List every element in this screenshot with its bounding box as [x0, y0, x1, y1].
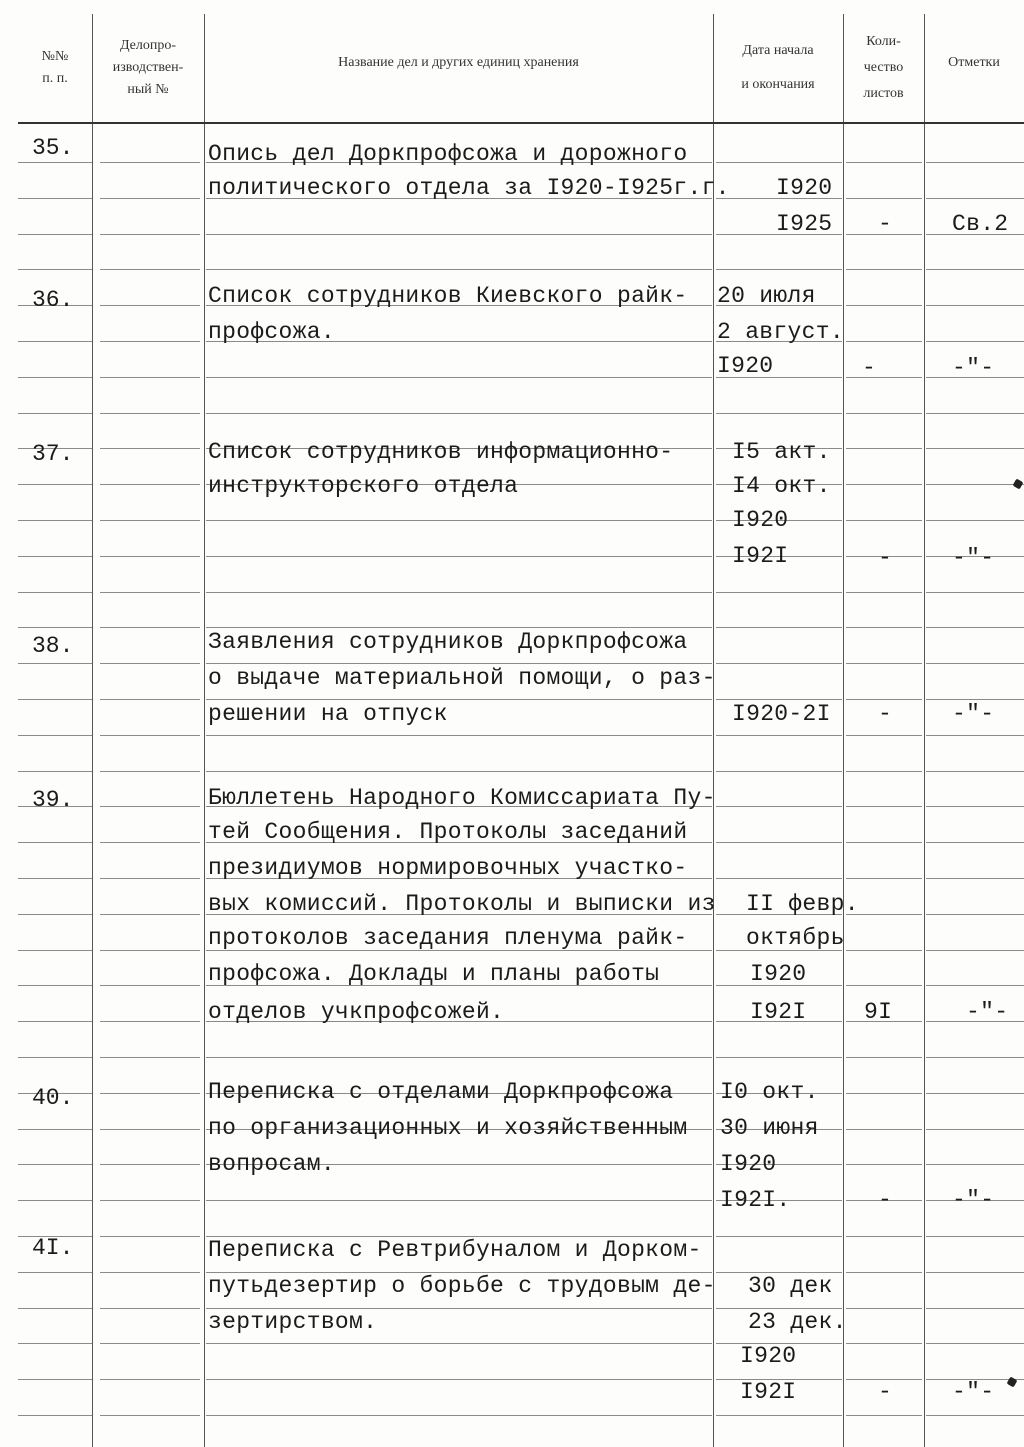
entry-date: 20 июля — [717, 283, 816, 309]
entry-date: I92I — [732, 543, 789, 569]
rule-line — [100, 592, 200, 593]
rule-line — [100, 806, 200, 807]
rule-line — [846, 1308, 922, 1309]
rule-line — [716, 592, 842, 593]
rule-line — [100, 878, 200, 879]
rule-line — [926, 1164, 1024, 1165]
rule-line — [846, 162, 922, 163]
entry-title-line: вопросам. — [208, 1151, 335, 1177]
rule-line — [100, 699, 200, 700]
entry-title-line: путьдезертир о борьбе с трудовым де- — [208, 1273, 716, 1299]
entry-title-line: президиумов нормировочных участко- — [208, 855, 688, 881]
entry-number: 40. — [32, 1085, 74, 1111]
rule-line — [18, 1057, 92, 1058]
rule-line — [18, 1379, 92, 1380]
rule-line — [846, 484, 922, 485]
entry-title-line: Опись дел Доркпрофсожа и дорожного — [208, 141, 688, 167]
entry-date: I920 — [720, 1151, 777, 1177]
rule-line — [18, 735, 92, 736]
entry-title-line: вых комиссий. Протоколы и выписки из — [208, 891, 716, 917]
rule-line — [18, 1200, 92, 1201]
rule-line — [716, 878, 842, 879]
rule-line — [846, 663, 922, 664]
rule-line — [926, 950, 1024, 951]
rule-line — [926, 269, 1024, 270]
rule-line — [926, 806, 1024, 807]
rule-line — [846, 269, 922, 270]
entry-title-line: отделов учкпрофсожей. — [208, 999, 505, 1025]
rule-line — [100, 1415, 200, 1416]
entry-number: 37. — [32, 441, 74, 467]
rule-line — [18, 592, 92, 593]
entry-date: I4 окт. — [732, 473, 831, 499]
header-notes: Отметки — [948, 55, 1000, 70]
rule-line — [100, 663, 200, 664]
rule-line — [100, 305, 200, 306]
entry-number: 38. — [32, 633, 74, 659]
entry-date: I920 — [740, 1343, 797, 1369]
entry-date: I92I — [740, 1379, 797, 1405]
rule-line — [18, 341, 92, 342]
rule-line — [716, 663, 842, 664]
rule-line — [926, 878, 1024, 879]
rule-line — [926, 484, 1024, 485]
entry-title-line: Список сотрудников информационно- — [208, 439, 674, 465]
column-rule — [924, 14, 925, 1447]
entry-date: I92I. — [720, 1187, 791, 1213]
rule-line — [716, 413, 842, 414]
rule-line — [716, 842, 842, 843]
rule-line — [100, 771, 200, 772]
rule-line — [716, 1057, 842, 1058]
rule-line — [716, 806, 842, 807]
entry-notes: -"- — [952, 1187, 995, 1213]
ink-blot — [1013, 479, 1024, 490]
header-divider — [18, 122, 1024, 124]
rule-line — [100, 1164, 200, 1165]
rule-line — [100, 1236, 200, 1237]
rule-line — [846, 1236, 922, 1237]
entry-title-line: профсожа. Доклады и планы работы — [208, 961, 660, 987]
rule-line — [18, 520, 92, 521]
rule-line — [716, 627, 842, 628]
rule-line — [846, 341, 922, 342]
entry-title-line: политического отдела за I920-I925г.г. — [208, 175, 730, 201]
rule-line — [206, 377, 712, 378]
entry-title-line: инструкторского отдела — [208, 473, 519, 499]
rule-line — [846, 448, 922, 449]
rule-line — [926, 1236, 1024, 1237]
rule-line — [926, 1308, 1024, 1309]
header-dates: Дата начала и окончания — [741, 43, 815, 92]
rule-line — [206, 735, 712, 736]
entry-date: 2 август. — [717, 319, 844, 345]
rule-line — [716, 1415, 842, 1416]
header-title: Название дел и других единиц хранения — [338, 55, 579, 70]
rule-line — [926, 663, 1024, 664]
header-sheets: Коли- чество листов — [863, 34, 904, 101]
rule-line — [100, 341, 200, 342]
rule-line — [846, 305, 922, 306]
rule-line — [18, 950, 92, 951]
rule-line — [846, 1129, 922, 1130]
rule-line — [926, 413, 1024, 414]
entry-sheets: 9I — [864, 999, 893, 1025]
entry-title-line: Переписка с отделами Доркпрофсожа — [208, 1079, 674, 1105]
rule-line — [926, 1129, 1024, 1130]
rule-line — [100, 735, 200, 736]
rule-line — [716, 162, 842, 163]
rule-line — [846, 592, 922, 593]
rule-line — [18, 1164, 92, 1165]
entry-date: октябрь — [746, 925, 845, 951]
rule-line — [716, 735, 842, 736]
rule-line — [846, 1093, 922, 1094]
rule-line — [846, 1164, 922, 1165]
rule-line — [926, 771, 1024, 772]
rule-line — [716, 1236, 842, 1237]
rule-line — [846, 806, 922, 807]
rule-line — [846, 950, 922, 951]
rule-line — [100, 413, 200, 414]
rule-line — [926, 1415, 1024, 1416]
rule-line — [18, 269, 92, 270]
column-rule — [92, 14, 93, 1447]
rule-line — [206, 1379, 712, 1380]
entry-title-line: решении на отпуск — [208, 701, 448, 727]
entry-sheets: - — [878, 211, 893, 237]
rule-line — [926, 627, 1024, 628]
rule-line — [846, 771, 922, 772]
entry-date: I920 — [750, 961, 807, 987]
rule-line — [18, 1021, 92, 1022]
rule-line — [100, 484, 200, 485]
rule-line — [100, 842, 200, 843]
rule-line — [100, 1343, 200, 1344]
header-office-no: Делопро- изводствен- ный № — [112, 38, 184, 97]
rule-line — [100, 1272, 200, 1273]
entry-notes: -"- — [952, 701, 995, 727]
rule-line — [100, 377, 200, 378]
entry-date: II февр. — [746, 891, 859, 917]
entry-title-line: тей Сообщения. Протоколы заседаний — [208, 819, 688, 845]
rule-line — [18, 985, 92, 986]
rule-line — [926, 1272, 1024, 1273]
entry-date: 30 дек — [748, 1273, 833, 1299]
rule-line — [18, 556, 92, 557]
rule-line — [206, 413, 712, 414]
entry-number: 36. — [32, 287, 74, 313]
entry-date: I920 — [776, 175, 833, 201]
rule-line — [100, 1200, 200, 1201]
rule-line — [100, 1379, 200, 1380]
rule-line — [18, 699, 92, 700]
entry-number: 4I. — [32, 1235, 74, 1261]
rule-line — [846, 1343, 922, 1344]
entry-title-line: по организационных и хозяйственным — [208, 1115, 688, 1141]
rule-line — [846, 842, 922, 843]
rule-line — [18, 1308, 92, 1309]
rule-line — [206, 592, 712, 593]
rule-line — [18, 413, 92, 414]
entry-sheets: - — [878, 1187, 893, 1213]
rule-line — [18, 234, 92, 235]
rule-line — [846, 1057, 922, 1058]
rule-line — [846, 377, 922, 378]
entry-date: 30 июня — [720, 1115, 819, 1141]
entry-title-line: Список сотрудников Киевского райк- — [208, 283, 688, 309]
rule-line — [846, 735, 922, 736]
rule-line — [18, 1343, 92, 1344]
entry-date: I0 окт. — [720, 1079, 819, 1105]
entry-date: I920-2I — [732, 701, 831, 727]
rule-line — [100, 234, 200, 235]
rule-line — [18, 198, 92, 199]
rule-line — [206, 1200, 712, 1201]
rule-line — [206, 269, 712, 270]
rule-line — [926, 1093, 1024, 1094]
rule-line — [206, 771, 712, 772]
rule-line — [846, 520, 922, 521]
column-rule — [204, 14, 205, 1447]
rule-line — [206, 234, 712, 235]
rule-line — [206, 1415, 712, 1416]
entry-date: I5 акт. — [732, 439, 831, 465]
rule-line — [100, 520, 200, 521]
entry-title-line: Бюллетень Народного Комиссариата Пу- — [208, 785, 716, 811]
rule-line — [926, 341, 1024, 342]
rule-line — [846, 1272, 922, 1273]
header-no: №№ п. п. — [41, 49, 69, 86]
rule-line — [926, 842, 1024, 843]
rule-line — [206, 520, 712, 521]
rule-line — [100, 269, 200, 270]
rule-line — [18, 1129, 92, 1130]
rule-line — [926, 520, 1024, 521]
entry-sheets: - — [862, 355, 877, 381]
rule-line — [716, 269, 842, 270]
rule-line — [206, 1057, 712, 1058]
rule-line — [926, 985, 1024, 986]
rule-line — [926, 914, 1024, 915]
rule-line — [716, 771, 842, 772]
entry-number: 35. — [32, 135, 74, 161]
rule-line — [846, 413, 922, 414]
rule-line — [18, 771, 92, 772]
rule-line — [926, 592, 1024, 593]
entry-notes: -"- — [966, 999, 1009, 1025]
rule-line — [926, 735, 1024, 736]
rule-line — [100, 198, 200, 199]
rule-line — [846, 198, 922, 199]
rule-line — [846, 1415, 922, 1416]
entry-notes: -"- — [952, 1379, 995, 1405]
rule-line — [926, 1343, 1024, 1344]
entry-sheets: - — [878, 1379, 893, 1405]
rule-line — [846, 878, 922, 879]
rule-line — [100, 1129, 200, 1130]
entry-title-line: профсожа. — [208, 319, 335, 345]
entry-notes: Св.2 — [952, 211, 1009, 237]
entry-title-line: о выдаче материальной помощи, о раз- — [208, 665, 716, 691]
rule-line — [18, 1415, 92, 1416]
entry-notes: -"- — [952, 355, 995, 381]
entry-sheets: - — [878, 545, 893, 571]
rule-line — [846, 985, 922, 986]
entry-title-line: Заявления сотрудников Доркпрофсожа — [208, 629, 688, 655]
rule-line — [100, 950, 200, 951]
rule-line — [926, 198, 1024, 199]
entry-sheets: - — [878, 701, 893, 727]
rule-line — [100, 1093, 200, 1094]
entry-title-line: протоколов заседания пленума райк- — [208, 925, 688, 951]
rule-line — [100, 556, 200, 557]
rule-line — [100, 162, 200, 163]
entry-date: I925 — [776, 211, 833, 237]
entry-date: 23 дек. — [748, 1309, 847, 1335]
rule-line — [926, 162, 1024, 163]
rule-line — [926, 305, 1024, 306]
rule-line — [100, 1021, 200, 1022]
entry-number: 39. — [32, 787, 74, 813]
entry-date: I920 — [732, 507, 789, 533]
rule-line — [18, 1272, 92, 1273]
rule-line — [18, 914, 92, 915]
entry-title-line: Переписка с Ревтрибуналом и Дорком- — [208, 1237, 702, 1263]
column-rule — [713, 14, 714, 1447]
rule-line — [100, 1308, 200, 1309]
rule-line — [18, 878, 92, 879]
rule-line — [18, 484, 92, 485]
rule-line — [926, 1057, 1024, 1058]
entry-title-line: зертирством. — [208, 1309, 378, 1335]
rule-line — [926, 448, 1024, 449]
rule-line — [100, 914, 200, 915]
entry-notes: -"- — [952, 545, 995, 571]
rule-line — [846, 627, 922, 628]
entry-date: I920 — [717, 353, 774, 379]
rule-line — [206, 1343, 712, 1344]
rule-line — [100, 627, 200, 628]
rule-line — [18, 842, 92, 843]
column-rule — [843, 14, 844, 1447]
rule-line — [206, 556, 712, 557]
rule-line — [100, 448, 200, 449]
entry-date: I92I — [750, 999, 807, 1025]
rule-line — [100, 985, 200, 986]
rule-line — [18, 377, 92, 378]
rule-line — [100, 1057, 200, 1058]
